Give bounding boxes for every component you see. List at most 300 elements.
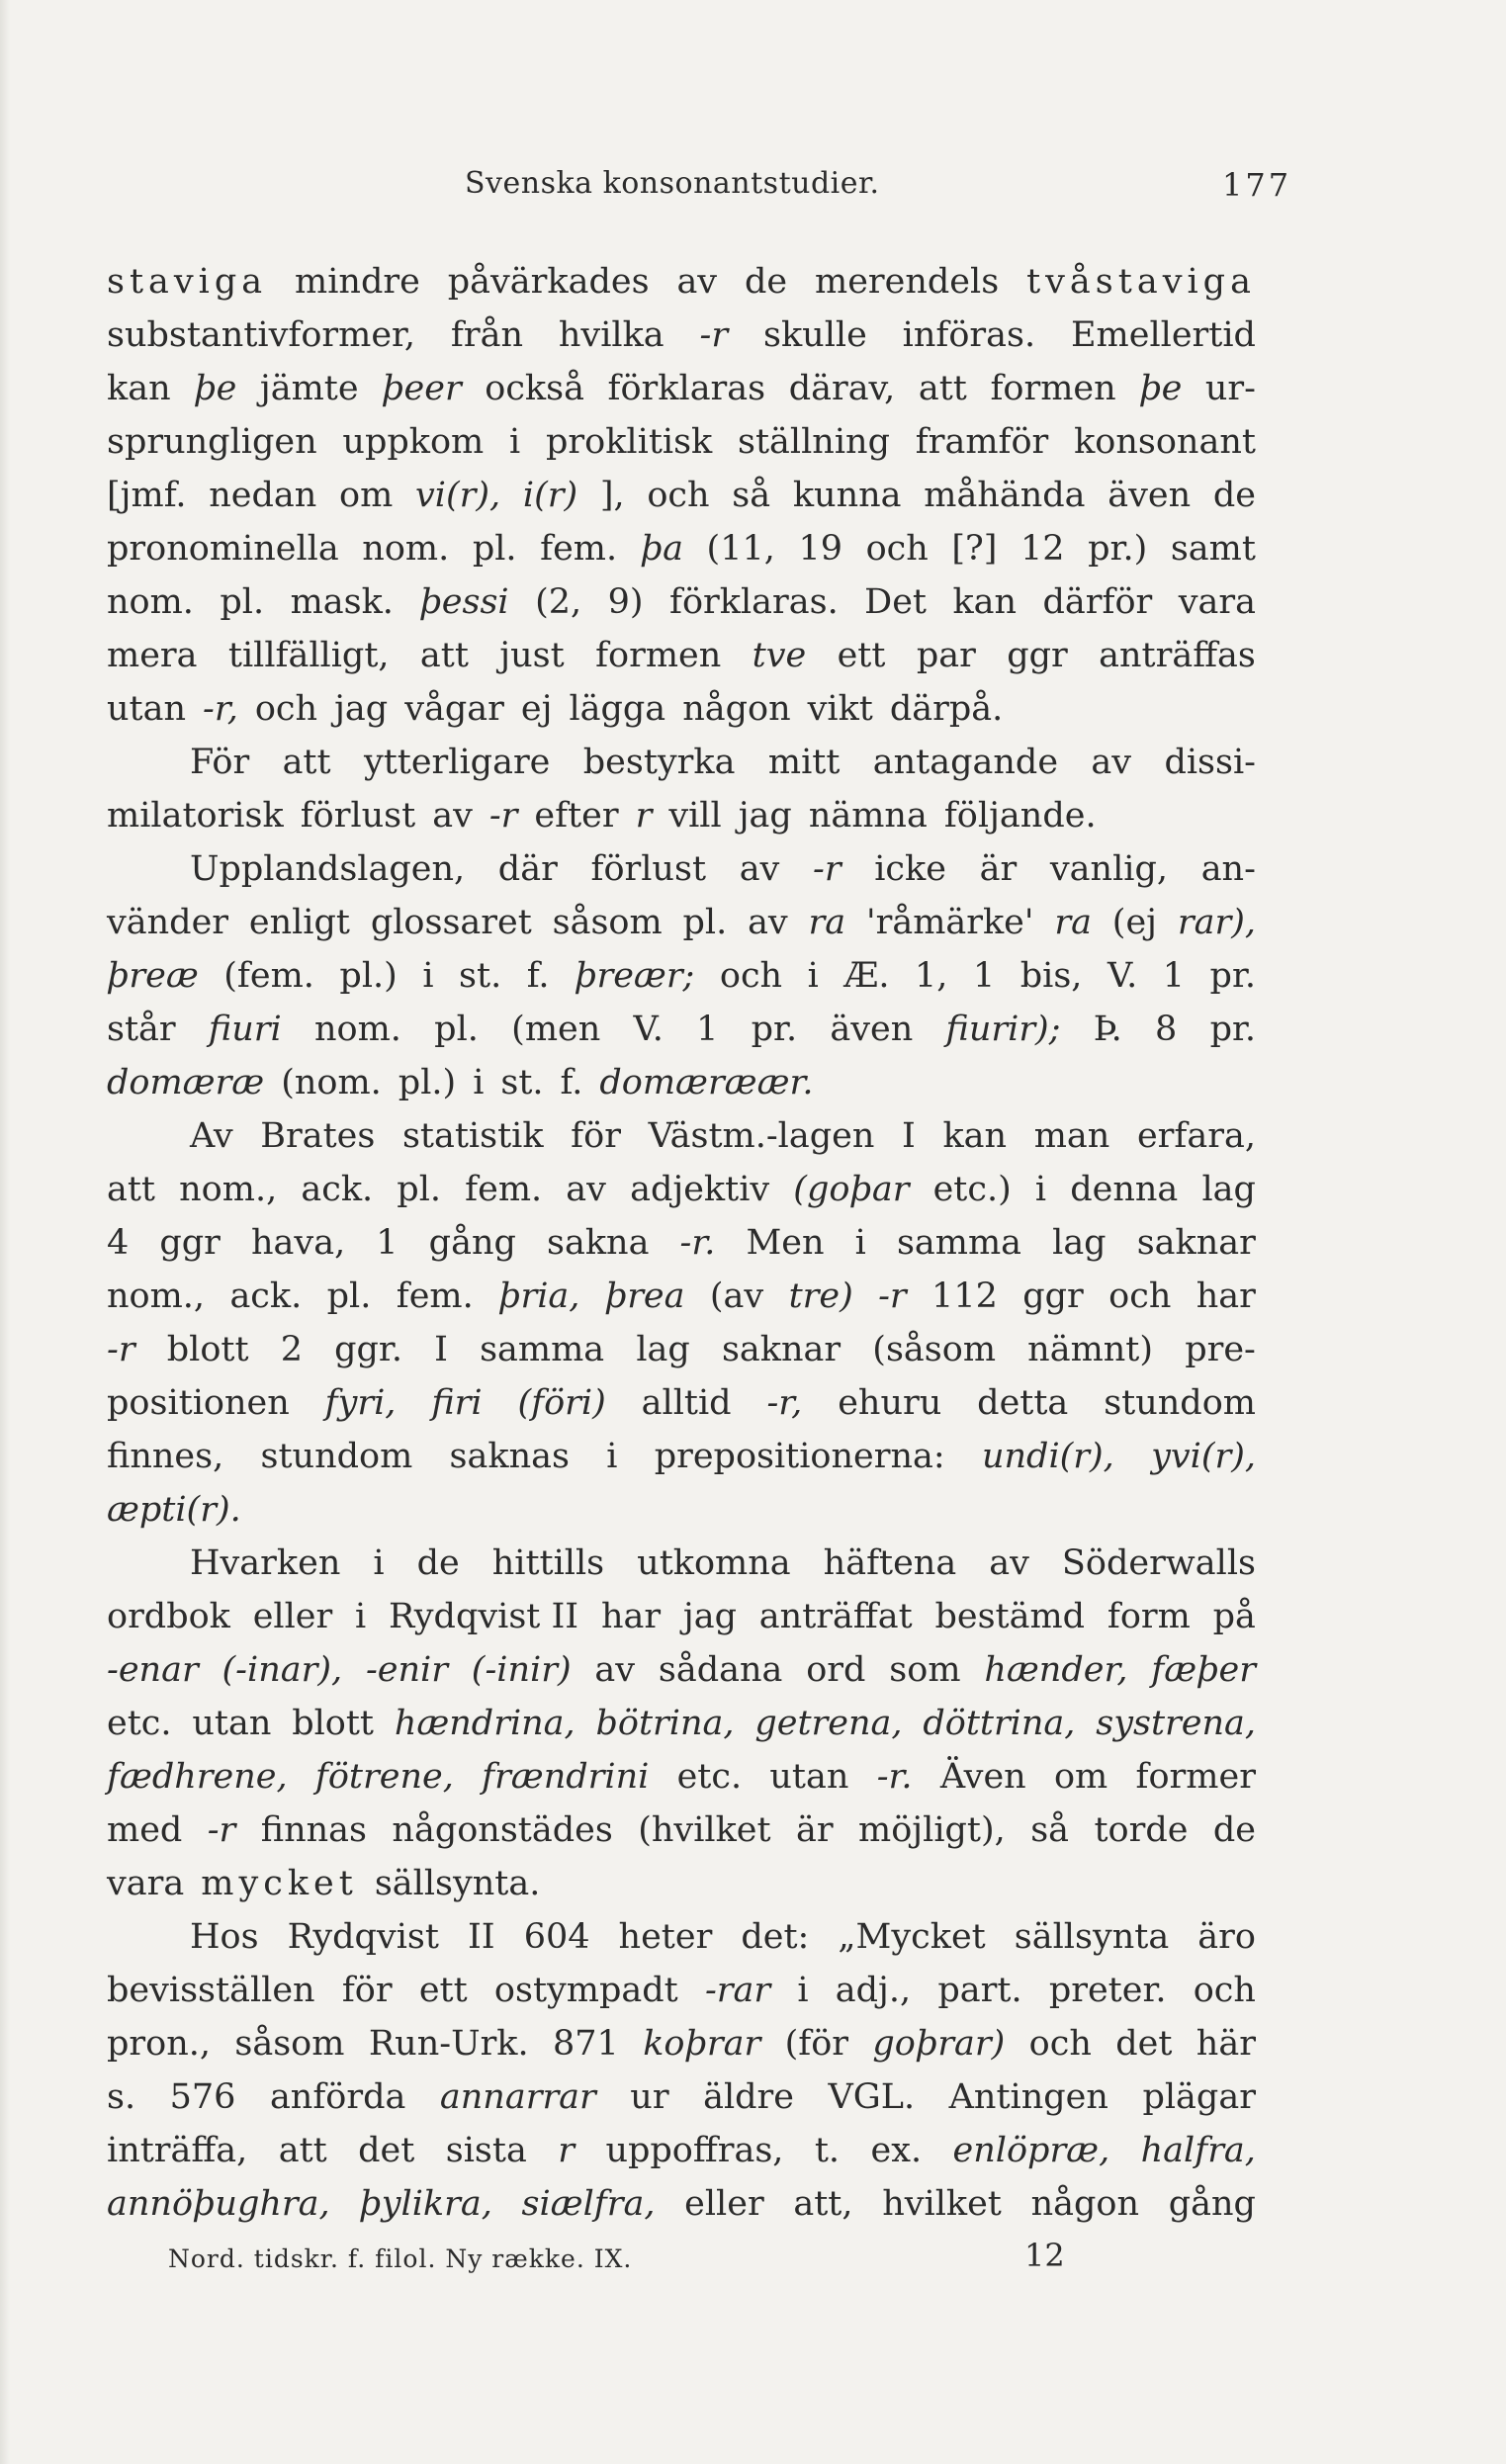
- word: (föri): [517, 1383, 606, 1423]
- word: tve: [752, 636, 807, 675]
- word: det: [358, 2131, 415, 2170]
- word: eller: [684, 2184, 764, 2224]
- word: ggr: [159, 1223, 221, 1263]
- word: st.: [500, 1063, 544, 1102]
- word: från: [450, 315, 524, 355]
- word: ],: [599, 476, 625, 515]
- word: har: [600, 1597, 662, 1636]
- word: för: [341, 1971, 393, 2010]
- word: firi: [431, 1383, 483, 1423]
- word: form: [1107, 1597, 1191, 1636]
- word: fem.: [540, 529, 618, 569]
- word: finnes,: [107, 1437, 224, 1476]
- word: milatorisk: [107, 796, 284, 836]
- word: lag: [636, 1330, 690, 1369]
- word: heter: [618, 1917, 713, 1957]
- word: att: [107, 1170, 155, 1209]
- word: utan: [107, 689, 187, 729]
- word: ett: [837, 636, 886, 675]
- text-line: [107, 682, 1256, 736]
- word: æpti(r).: [107, 1490, 241, 1530]
- word: i: [422, 956, 434, 996]
- word: t.: [814, 2131, 841, 2170]
- word: ggr: [1007, 636, 1068, 675]
- word: i(r): [522, 476, 578, 515]
- word: Söderwalls: [1061, 1543, 1256, 1583]
- word: samt: [1170, 529, 1256, 569]
- word: sådana: [658, 1650, 783, 1690]
- word: sällsynta: [1014, 1917, 1170, 1957]
- text-line: [107, 1697, 1256, 1750]
- word: annöþughra,: [107, 2184, 330, 2224]
- word: jag: [682, 1597, 737, 1636]
- word: om: [1053, 1757, 1108, 1797]
- word: införas.: [902, 315, 1036, 355]
- word: systrena,: [1096, 1704, 1256, 1743]
- word: [jmf.: [107, 476, 187, 515]
- text-line: [107, 1216, 1256, 1270]
- word: fem.: [465, 1170, 543, 1209]
- word: Þ.: [1093, 1010, 1122, 1049]
- word: (fem.: [223, 956, 314, 996]
- word: Av: [190, 1116, 233, 1156]
- word: att: [278, 2131, 327, 2170]
- word: -enar: [107, 1650, 199, 1690]
- scan-edge: [0, 0, 10, 2464]
- word: vanlig,: [1049, 849, 1169, 889]
- word: pl.: [434, 1010, 479, 1049]
- word: av: [748, 903, 788, 942]
- word: jämte: [259, 369, 359, 408]
- text-line: [107, 362, 1256, 415]
- word: häftena: [823, 1543, 957, 1583]
- word: de: [1212, 476, 1256, 515]
- word: saknar: [721, 1330, 842, 1369]
- word: mera: [107, 636, 198, 675]
- word: nom.,: [107, 1276, 206, 1316]
- word: någonstädes: [392, 1810, 613, 1850]
- word: därpå.: [889, 689, 1004, 729]
- word: i: [807, 956, 819, 996]
- word: an-: [1200, 849, 1256, 889]
- word: blott: [166, 1330, 249, 1369]
- word: þria,: [498, 1276, 580, 1316]
- word: saknas: [449, 1437, 570, 1476]
- word: fædhrene,: [107, 1757, 288, 1797]
- word: inträffa,: [107, 2131, 248, 2170]
- word: ur: [630, 2077, 669, 2117]
- word: ur-: [1204, 369, 1256, 408]
- word: kan: [942, 1116, 1008, 1156]
- journal-signature: Nord. tidskr. f. filol. Ny række. IX.: [168, 2244, 633, 2273]
- text-line: [107, 1964, 1256, 2017]
- word: i: [355, 1597, 367, 1636]
- word: pl.: [220, 582, 265, 622]
- word: merendels: [815, 262, 1000, 302]
- word: anträffat: [758, 1597, 913, 1636]
- word: plägar: [1142, 2077, 1256, 2117]
- word: dissi-: [1164, 743, 1256, 782]
- word: jag: [334, 689, 389, 729]
- word: följande.: [943, 796, 1097, 836]
- word: och: [254, 689, 318, 729]
- word: vara: [1178, 582, 1256, 622]
- word: koþrar: [643, 2024, 761, 2064]
- word: stundom: [260, 1437, 413, 1476]
- word: Emellertid: [1071, 315, 1256, 355]
- page-header: [0, 166, 1506, 216]
- text-line: [107, 1750, 1256, 1804]
- word: vikt: [807, 689, 873, 729]
- word: som: [889, 1650, 961, 1690]
- word: r: [558, 2131, 575, 2170]
- word: undi(r),: [981, 1437, 1114, 1476]
- word: adjektiv: [630, 1170, 770, 1209]
- text-line: [107, 1643, 1256, 1697]
- word: det:: [741, 1917, 810, 1957]
- word: etc.): [932, 1170, 1012, 1209]
- running-head: Svenska konsonantstudier.: [465, 166, 880, 201]
- word: II: [467, 1917, 495, 1957]
- word: pron.,: [107, 2024, 211, 2064]
- word: döttrina,: [923, 1704, 1076, 1743]
- word: „Mycket: [838, 1917, 986, 1957]
- word: om: [339, 476, 394, 515]
- word: av: [1091, 743, 1132, 782]
- word: pl.: [326, 1276, 372, 1316]
- word: för: [571, 1116, 621, 1156]
- word: (såsom: [872, 1330, 997, 1369]
- word: prepositionerna:: [654, 1437, 945, 1476]
- word: ställning: [738, 422, 890, 462]
- word: uppoffras,: [605, 2131, 784, 2170]
- word: man: [1033, 1116, 1110, 1156]
- word: Run-Urk.: [368, 2024, 529, 2064]
- word: de: [416, 1543, 460, 1583]
- word: formen: [990, 369, 1116, 408]
- word: gång: [1168, 2184, 1256, 2224]
- word: (ej: [1111, 903, 1158, 942]
- word: utan: [192, 1704, 272, 1743]
- word: -r,: [766, 1383, 803, 1423]
- word: fæþer: [1151, 1650, 1256, 1690]
- word: 604: [523, 1917, 590, 1957]
- word: -r.: [679, 1223, 716, 1263]
- word: mycket: [201, 1864, 358, 1903]
- word: tvåstaviga: [1026, 262, 1256, 302]
- word: vara: [107, 1864, 185, 1903]
- word: -r: [699, 315, 729, 355]
- word: av: [432, 796, 473, 836]
- word: ytterligare: [363, 743, 551, 782]
- word: ggr.: [334, 1330, 402, 1369]
- word: glossaret: [370, 903, 532, 942]
- text-line: [107, 1003, 1256, 1056]
- word: (11,: [706, 529, 775, 569]
- word: pl.): [398, 1063, 457, 1102]
- text-line: [107, 1910, 1256, 1964]
- word: sista: [445, 2131, 527, 2170]
- word: 1: [376, 1223, 399, 1263]
- word: det: [1115, 2024, 1173, 2064]
- word: Brates: [260, 1116, 376, 1156]
- word: former: [1135, 1757, 1256, 1797]
- word: bevisställen: [107, 1971, 315, 2010]
- text-line: [107, 1857, 1256, 1910]
- word: gång: [428, 1223, 516, 1263]
- word: ack.: [301, 1170, 374, 1209]
- word: kan: [107, 369, 171, 408]
- word: fötrene,: [314, 1757, 454, 1797]
- text-line: [107, 896, 1256, 949]
- word: hænder,: [984, 1650, 1128, 1690]
- word: 1: [696, 1010, 719, 1049]
- word: framför: [915, 422, 1049, 462]
- word: hændrina,: [394, 1704, 576, 1743]
- word: anträffas: [1099, 636, 1256, 675]
- word: att,: [793, 2184, 853, 2224]
- word: alltid: [641, 1383, 732, 1423]
- word: hittills: [491, 1543, 605, 1583]
- word: þrea: [604, 1276, 685, 1316]
- word: efter: [534, 796, 619, 836]
- word: i: [509, 422, 521, 462]
- word: statistik: [401, 1116, 544, 1156]
- word: etc.: [676, 1757, 743, 1797]
- word: även: [830, 1010, 914, 1049]
- word: (hvilket: [638, 1810, 771, 1850]
- text-line: [107, 1056, 1256, 1109]
- word: 1: [1162, 956, 1186, 996]
- word: bestämd: [934, 1597, 1086, 1636]
- word: nom.,: [179, 1170, 278, 1209]
- word: V.: [1107, 956, 1138, 996]
- word: i: [797, 1971, 809, 2010]
- word: fem.: [396, 1276, 474, 1316]
- word: VGL.: [828, 2077, 916, 2117]
- word: detta: [977, 1383, 1069, 1423]
- word: pronominella: [107, 529, 339, 569]
- word: ggr: [1022, 1276, 1084, 1316]
- word: 19: [798, 529, 842, 569]
- text-line: [107, 842, 1256, 896]
- text-line: [107, 629, 1256, 682]
- word: av: [739, 849, 780, 889]
- word: (nom.: [281, 1063, 382, 1102]
- word: fyri,: [324, 1383, 397, 1423]
- text-line: [107, 1537, 1256, 1590]
- word: nedan: [209, 476, 317, 515]
- word: konsonant: [1074, 422, 1256, 462]
- word: ehuru: [838, 1383, 942, 1423]
- word: domæræ: [107, 1063, 265, 1102]
- word: erfara,: [1136, 1116, 1256, 1156]
- word: Upplandslagen,: [190, 849, 466, 889]
- word: av: [594, 1650, 636, 1690]
- word: þreær;: [575, 956, 695, 996]
- word: 'råmärke': [865, 903, 1034, 942]
- word: Æ.: [843, 956, 890, 996]
- word: ra: [808, 903, 846, 942]
- word: att: [918, 369, 967, 408]
- word: är: [796, 1810, 834, 1850]
- word: proklitisk: [546, 422, 713, 462]
- word: staviga: [107, 262, 268, 302]
- word: þeer: [382, 369, 462, 408]
- word: Även: [939, 1757, 1026, 1797]
- word: domæræær.: [599, 1063, 814, 1102]
- text-line: [107, 255, 1256, 308]
- word: (-inar),: [221, 1650, 343, 1690]
- word: fiuri: [208, 1010, 282, 1049]
- word: getrena,: [754, 1704, 903, 1743]
- text-line: [107, 2177, 1256, 2231]
- word: äro: [1197, 1917, 1256, 1957]
- word: -enir: [365, 1650, 448, 1690]
- word: förklaras.: [668, 582, 839, 622]
- text-line: [107, 1270, 1256, 1323]
- word: sprungligen: [107, 422, 317, 462]
- word: vill: [668, 796, 722, 836]
- word: kan: [952, 582, 1018, 622]
- text-line: [107, 1590, 1256, 1643]
- word: därför: [1042, 582, 1153, 622]
- word: denna: [1070, 1170, 1179, 1209]
- word: þa: [640, 529, 683, 569]
- word: För: [190, 743, 250, 782]
- word: (-inir): [471, 1650, 572, 1690]
- word: och: [647, 476, 710, 515]
- word: -r: [813, 849, 842, 889]
- word: pr.: [751, 1010, 798, 1049]
- word: pr.): [1088, 529, 1148, 569]
- word: bötrina,: [595, 1704, 735, 1743]
- word: pl.: [397, 1170, 442, 1209]
- word: hvilket: [882, 2184, 1002, 2224]
- word: lägga: [569, 689, 666, 729]
- word: eller: [252, 1597, 333, 1636]
- word: 871: [553, 2024, 619, 2064]
- word: enlöpræ,: [952, 2131, 1110, 2170]
- word: 4: [107, 1223, 130, 1263]
- word: 2: [280, 1330, 303, 1369]
- text-line: [107, 522, 1256, 575]
- text-line: [107, 415, 1256, 469]
- word: preter.: [1048, 1971, 1167, 2010]
- word: goþrar): [872, 2024, 1006, 2064]
- word: pr.: [1209, 1010, 1256, 1049]
- word: lag: [1201, 1170, 1256, 1209]
- text-line: [107, 2070, 1256, 2124]
- word: V.: [633, 1010, 664, 1049]
- word: och: [1193, 1971, 1256, 2010]
- word: någon: [682, 689, 791, 729]
- text-line: [107, 1430, 1256, 1483]
- word: hvilka: [558, 315, 664, 355]
- word: vänder: [107, 903, 229, 942]
- word: par: [916, 636, 976, 675]
- word: tillfälligt,: [227, 636, 390, 675]
- word: pre-: [1185, 1330, 1256, 1369]
- word: f.: [526, 956, 550, 996]
- word: torde: [1094, 1810, 1189, 1850]
- word: ostympadt: [493, 1971, 678, 2010]
- word: 576: [169, 2077, 236, 2117]
- word: pl.: [682, 903, 728, 942]
- word: nom.: [107, 582, 194, 622]
- word: nämnt): [1027, 1330, 1154, 1369]
- word: þylikra,: [359, 2184, 492, 2224]
- word: i: [373, 1543, 385, 1583]
- word: -r: [107, 1330, 135, 1369]
- word: här: [1196, 2024, 1256, 2064]
- word: 1,: [915, 956, 948, 996]
- word: hava,: [251, 1223, 346, 1263]
- word: 1: [972, 956, 996, 996]
- word: ej: [520, 689, 553, 729]
- word: ordbok: [107, 1597, 230, 1636]
- word: lag: [1052, 1223, 1107, 1263]
- word: þessi: [419, 582, 509, 622]
- word: i: [473, 1063, 485, 1102]
- text-line: [107, 1109, 1256, 1163]
- word: på: [1212, 1597, 1256, 1636]
- word: -r,: [203, 689, 238, 729]
- page-footer: [0, 2237, 1506, 2286]
- word: substantivformer,: [107, 315, 416, 355]
- word: därav,: [788, 369, 896, 408]
- word: Rydqvist: [287, 1917, 439, 1957]
- word: även: [1107, 476, 1192, 515]
- word: vågar: [404, 689, 504, 729]
- word: Antingen: [948, 2077, 1108, 2117]
- word: och: [1028, 2024, 1092, 2064]
- signature-number: 12: [1024, 2237, 1065, 2274]
- word: samma: [480, 1330, 605, 1369]
- word: yvi(r),: [1151, 1437, 1256, 1476]
- word: s.: [107, 2077, 136, 2117]
- word: har: [1196, 1276, 1256, 1316]
- text-line: [107, 308, 1256, 362]
- word: pl.): [339, 956, 398, 996]
- word: jag: [738, 796, 792, 836]
- word: mitt: [767, 743, 841, 782]
- word: I: [434, 1330, 448, 1369]
- text-line: [107, 1804, 1256, 1857]
- word: r: [635, 796, 653, 836]
- word: -r: [878, 1276, 907, 1316]
- word: (goþar: [793, 1170, 910, 1209]
- word: 12: [1020, 529, 1065, 569]
- word: formen: [595, 636, 722, 675]
- word: -r: [207, 1810, 236, 1850]
- word: [?]: [951, 529, 998, 569]
- word: (men: [511, 1010, 601, 1049]
- word: f.: [560, 1063, 583, 1102]
- word: står: [107, 1010, 176, 1049]
- word: sakna: [546, 1223, 650, 1263]
- word: måhända: [924, 476, 1086, 515]
- word: þreæ: [107, 956, 199, 996]
- word: halfra,: [1140, 2131, 1256, 2170]
- word: 9): [607, 582, 644, 622]
- word: þe: [1139, 369, 1183, 408]
- word: såsom: [234, 2024, 345, 2064]
- word: förlust: [300, 796, 416, 836]
- word: utkomna: [637, 1543, 791, 1583]
- word: av: [989, 1543, 1029, 1583]
- word: siælfra,: [521, 2184, 656, 2224]
